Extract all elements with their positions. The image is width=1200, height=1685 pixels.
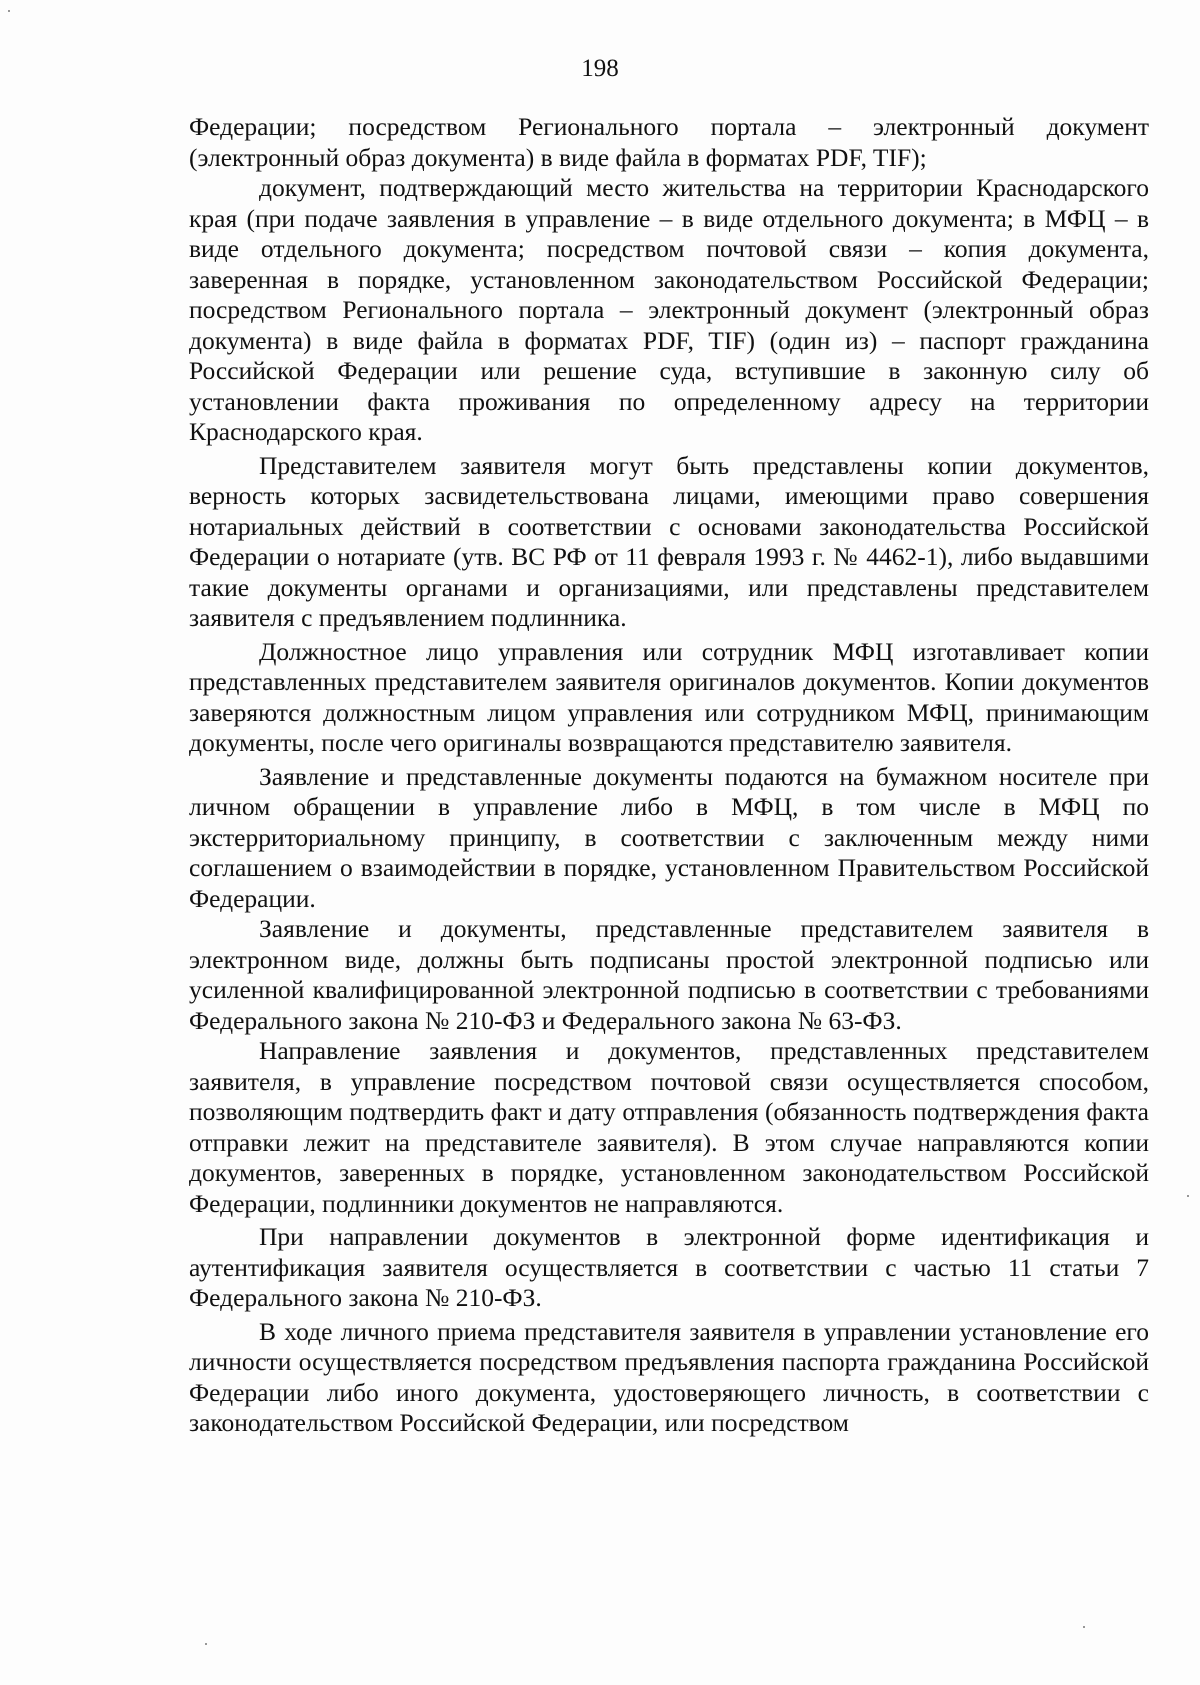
paragraph-electronic-identification: При направлении документов в электронной форме идентификация и аутентификация заявителя осуществляется в соответствии с частью 11 статьи 7 Федерального закона № 210-ФЗ. [189, 1222, 1149, 1312]
page-number: 198 [581, 55, 619, 82]
paragraph-personal-reception: В ходе личного приема представителя заявителя в управлении установление его личности осуществляется посредством предъявления паспорта гражданина Российской Федерации либо иного документа, удостоверяющего личность, в соответствии с законодательством Российской Федерации, или посредством [189, 1316, 1149, 1437]
paragraph-postal-submission: Направление заявления и документов, представленных представителем заявителя, в управление посредством почтовой связи осуществляется способом, позволяющим подтвердить факт и дату отправления (обязанность подтверждения факта отправки лежит на представителе заявителя). В этом случае направляются копии документов, заверенных в порядке, установленном законодательством Российской Федерации, подлинники документов не направляются. [189, 1036, 1149, 1218]
paragraph-official-copies: Должностное лицо управления или сотрудник МФЦ изготавливает копии представленных представителем заявителя оригиналов документов. Копии документов заверяются должностным лицом управления или сотрудником МФЦ, принимающим документы, после чего оригиналы возвращаются представителю заявителя. [189, 636, 1149, 757]
scan-speck [8, 10, 10, 12]
document-body [189, 112, 1149, 1439]
paragraph-continuation: Федерации; посредством Регионального портала – электронный документ (электронный образ документа) в виде файла в форматах PDF, TIF); [189, 112, 1149, 172]
paragraph-representative-copies: Представителем заявителя могут быть представлены копии документов, верность которых засвидетельствована лицами, имеющими право совершения нотариальных действий в соответствии с основами законодательства Российской Федерации о нотариате (утв. ВС РФ от 11 февраля 1993 г. № 4462-1), либо выдавшими такие документы органами и организациями, или представлены представителем заявителя с предъявлением подлинника. [189, 450, 1149, 632]
scan-speck [1187, 1195, 1189, 1197]
paragraph-paper-submission: Заявление и представленные документы подаются на бумажном носителе при личном обращении в управление либо в МФЦ, в том числе в МФЦ по экстерриториальному принципу, в соответствии с заключенным между ними соглашением о взаимодействии в порядке, установленном Правительством Российской Федерации. [189, 761, 1149, 913]
scan-speck [1083, 1626, 1085, 1628]
scan-speck [205, 1643, 207, 1645]
paragraph-residence-document: документ, подтверждающий место жительства на территории Краснодарского края (при подаче заявления в управление – в виде отдельного документа; в МФЦ – в виде отдельного документа; посредством почтовой связи – копия документа, заверенная в порядке, установленном законодательством Российской Федерации; посредством Регионального портала – электронный документ (электронный образ документа) в виде файла в форматах PDF, TIF) (один из) – паспорт гражданина Российской Федерации или решение суда, вступившие в законную силу об установлении факта проживания по определенному адресу на территории Краснодарского края. [189, 173, 1149, 446]
paragraph-electronic-signature: Заявление и документы, представленные представителем заявителя в электронном виде, должны быть подписаны простой электронной подписью или усиленной квалифицированной электронной подписью в соответствии с требованиями Федерального закона № 210-ФЗ и Федерального закона № 63-ФЗ. [189, 914, 1149, 1035]
